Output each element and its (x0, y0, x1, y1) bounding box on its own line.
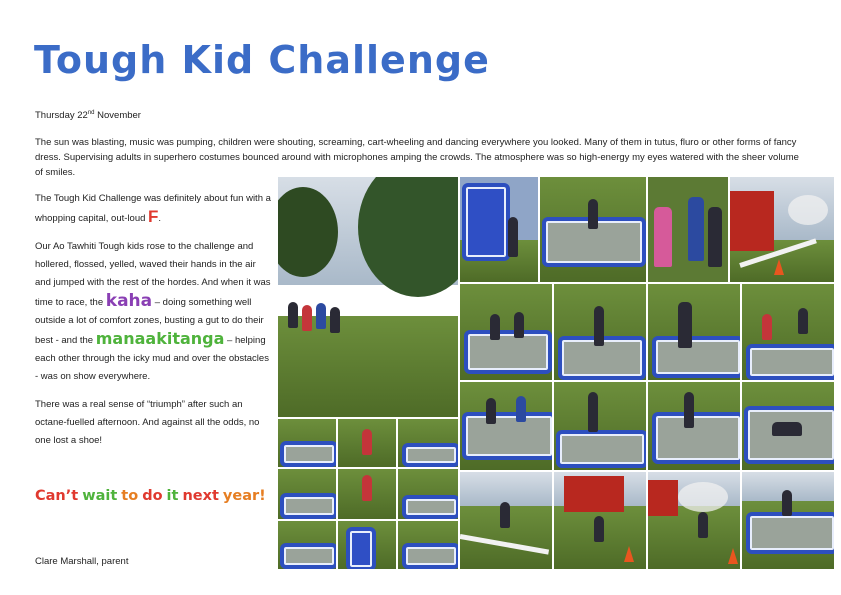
photo-small-5 (338, 469, 396, 519)
closing-line (35, 488, 270, 504)
fun-text: The Tough Kid Challenge was definitely about fun with a whopping capital, out-loud (35, 193, 271, 224)
photo-park-crowd (278, 177, 458, 417)
photo-crawling-kid (742, 382, 834, 470)
page-title: Tough Kid Challenge (34, 38, 490, 82)
date-line (35, 110, 141, 121)
signature: Clare Marshall, parent (35, 556, 129, 567)
fun-end: . (158, 213, 162, 224)
photo-kids-costumes (648, 177, 728, 282)
closing-word: wait (82, 488, 118, 504)
date-prefix: Thursday 22 (35, 110, 88, 122)
manaakitanga-word: manaakitanga (95, 329, 225, 348)
photo-field-end (742, 472, 834, 569)
left-column (35, 190, 273, 460)
photo-inflatable (460, 177, 538, 282)
photo-small-8 (338, 521, 396, 569)
closing-word: it (166, 488, 179, 504)
photo-kid-mud (648, 382, 740, 470)
photo-pool-two-kids (460, 284, 552, 380)
photo-girl-running (554, 382, 646, 470)
kids-text-3: – helping each other through the icky mud and over the obstacles - was on show everywhere. (35, 335, 269, 382)
kaha-word: kaha (105, 291, 153, 311)
closing-word: year! (222, 488, 266, 504)
kids-paragraph (35, 238, 273, 386)
photo-small-9 (398, 521, 458, 569)
photo-small-3 (398, 419, 458, 467)
photo-small-6 (398, 469, 458, 519)
photo-pool-splash (460, 382, 552, 470)
closing-word: to (121, 488, 139, 504)
date-suffix: nd (87, 110, 95, 116)
kids-text-2: – doing something well outside a lot of comfort zones, busting a gut to do their best - and the (35, 297, 264, 346)
photo-hose-race-1 (460, 472, 552, 569)
photo-girl-pool (554, 284, 646, 380)
photo-collage (278, 177, 834, 569)
closing-word: next (182, 488, 219, 504)
photo-field-pool (742, 284, 834, 380)
closing-word: Can’t (35, 488, 79, 504)
photo-small-4 (278, 469, 336, 519)
photo-fire-truck (730, 177, 834, 282)
photo-hose-spray (648, 472, 740, 569)
photo-pool-runner (540, 177, 646, 282)
kids-text-1: Our Ao Tawhiti Tough kids rose to the challenge and hollered, flossed, yelled, waved their hands in the air and jumped with the rest of the hordes. And when it was time to race, the (35, 241, 271, 308)
closing-word: do (142, 488, 163, 504)
big-f-letter: F (148, 207, 159, 226)
photo-hose-race-2 (554, 472, 646, 569)
photo-small-2 (338, 419, 396, 467)
triumph-paragraph: There was a real sense of “triumph” after such an octane-fuelled afternoon. And against all the odds, no one lost a shoe! (35, 399, 260, 446)
fun-paragraph (35, 190, 273, 228)
date-rest: November (94, 110, 141, 122)
photo-small-7 (278, 521, 336, 569)
intro-paragraph: The sun was blasting, music was pumping, children were shouting, screaming, cart-wheeling and dancing everywhere you looked. Many of them in tutus, fluro or other forms of fancy dress. Supervising adults in superhero costumes bounced around with microphones amping the crowds. The atmosphere was so high-energy my eyes watered with the sheer volume of smiles. (35, 137, 799, 178)
photo-boy-pool (648, 284, 740, 380)
photo-small-1 (278, 419, 336, 467)
